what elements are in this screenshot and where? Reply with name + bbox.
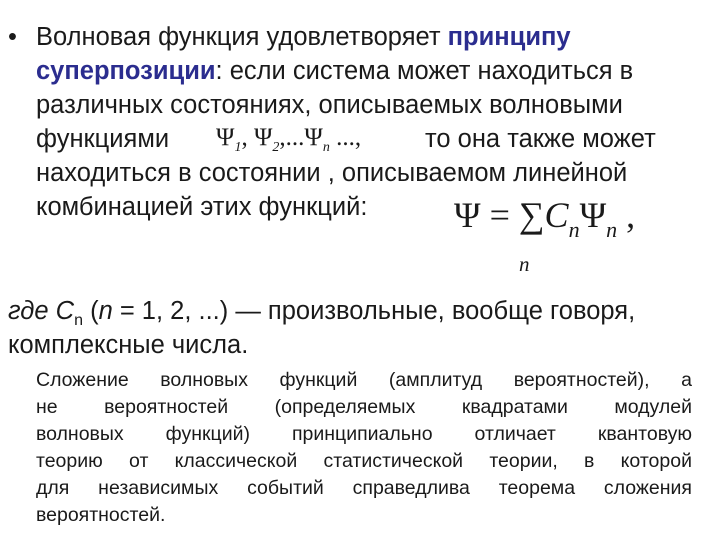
para2-line1-rest: = 1, 2, ...) — произвольные, вообще говоря, — [112, 297, 636, 325]
para1-line6: комбинацией этих функций: — [36, 193, 368, 221]
psi-sep-1: , — [241, 124, 254, 151]
note-line4: теорию от классической статистической теории, в которой — [36, 450, 692, 472]
formula-sum-index: n — [519, 252, 530, 276]
psi-n-symbol: Ψ — [304, 124, 323, 151]
psi-n-index: n — [322, 140, 330, 155]
note-line6: вероятностей. — [36, 504, 166, 526]
para1-line4-end: то она также может — [425, 125, 656, 153]
para2-open-paren: ( — [82, 297, 99, 325]
note-line3: волновых функций) принципиально отличает квантовую — [36, 423, 692, 445]
formula-psi-index: n — [606, 217, 618, 242]
psi-1-index: 1 — [234, 140, 242, 155]
formula-sum-sign: ∑ — [518, 195, 545, 235]
para2-line2: комплексные числа. — [8, 331, 249, 359]
psi-2-symbol: Ψ — [253, 124, 273, 151]
coefficient-symbol: C — [55, 297, 75, 325]
para1-line4-start: функциями — [36, 125, 170, 153]
para1-line2 — [36, 54, 633, 88]
formula-equals: = — [480, 195, 519, 235]
highlight-principle: принципу — [447, 23, 571, 51]
coefficient-index: n — [74, 312, 83, 330]
note-line2: не вероятностей (определяемых квадратами модулей — [36, 396, 692, 418]
formula-coefficient-index: n — [568, 217, 580, 242]
formula-psi-lhs: Ψ — [454, 195, 481, 235]
bullet-marker: • — [8, 23, 17, 51]
formula-coefficient: C — [544, 195, 569, 235]
para1-line5: находиться в состоянии , описываемом линейной — [36, 159, 628, 187]
note-line5: для независимых событий справедлива теорема сложения — [36, 477, 692, 499]
para1-line3: различных состояниях, описываемых волновыми — [36, 91, 623, 119]
highlight-superposition: суперпозиции — [36, 57, 216, 85]
index-variable: n — [98, 297, 113, 325]
psi-list-tail: ..., — [329, 124, 362, 151]
superposition-formula — [454, 194, 635, 243]
formula-tail: , — [617, 195, 636, 235]
para2-line1-start: где — [8, 297, 56, 325]
para1-line1-text: Волновая функция удовлетворяет — [36, 23, 448, 51]
psi-2-index: 2 — [272, 140, 280, 155]
formula-psi-rhs: Ψ — [579, 195, 607, 235]
psi-dots: ,... — [279, 124, 305, 151]
psi-function-list — [216, 124, 361, 156]
psi-1-symbol: Ψ — [216, 124, 235, 151]
note-line1: Сложение волновых функций (амплитуд вероятностей), а — [36, 369, 692, 391]
para1-line2-text: : если система может находиться в — [215, 57, 634, 85]
para1-line1 — [36, 20, 571, 54]
